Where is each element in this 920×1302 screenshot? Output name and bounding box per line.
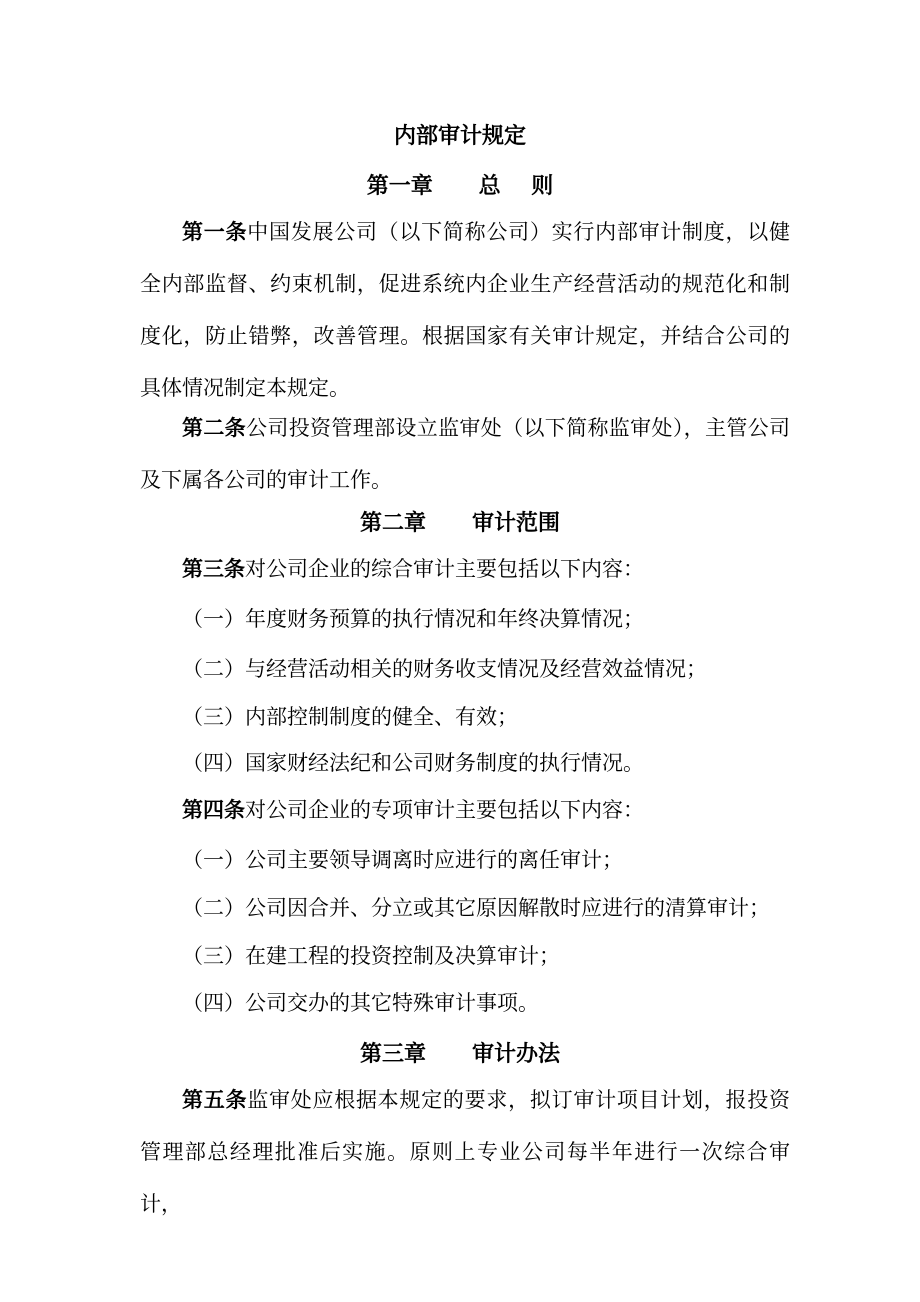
article-3-item-3: （三）内部控制制度的健全、有效； [182, 705, 518, 729]
article-3-label: 第三条 [182, 556, 245, 581]
article-1-text: 中国发展公司（以下简称公司）实行内部审计制度，以健全内部监督、约束机制，促进系统内企业生产经营活动的规范化和制度化，防止错弊，改善管理。根据国家有关审计规定，并结合公司的具体情况制定本规定。 [140, 220, 791, 400]
article-2-text: 公司投资管理部设立监审处（以下简称监审处），主管公司及下属各公司的审计工作。 [140, 416, 791, 492]
article-4-item-3: （三）在建工程的投资控制及决算审计； [182, 944, 560, 968]
article-3-text: 对公司企业的综合审计主要包括以下内容： [245, 557, 644, 581]
article-4-item-1: （一）公司主要领导调离时应进行的离任审计； [182, 848, 623, 872]
article-3 [140, 543, 790, 595]
article-3-item-1: （一）年度财务预算的执行情况和年终决算情况； [182, 607, 644, 631]
chapter-2-heading: 第二章 审计范围 [360, 510, 560, 536]
article-5-text: 监审处应根据本规定的要求，拟订审计项目计划，报投资管理部总经理批准后实施。原则上专业公司每半年进行一次综合审计， [140, 1088, 791, 1216]
article-5 [140, 1074, 790, 1230]
article-1-label: 第一条 [182, 219, 248, 244]
article-5-label: 第五条 [182, 1087, 248, 1112]
article-4-label: 第四条 [182, 797, 245, 822]
article-1 [140, 206, 790, 414]
document-title: 内部审计规定 [393, 123, 526, 149]
article-4-item-4: （四）公司交办的其它特殊审计事项。 [182, 991, 539, 1015]
chapter-3-heading: 第三章 审计办法 [360, 1041, 560, 1067]
article-4-item-2: （二）公司因合并、分立或其它原因解散时应进行的清算审计； [182, 896, 770, 920]
article-2 [140, 402, 790, 506]
article-4-text: 对公司企业的专项审计主要包括以下内容： [245, 798, 644, 822]
chapter-1-heading: 第一章 总 则 [366, 173, 554, 199]
article-2-label: 第二条 [182, 415, 247, 440]
article-4 [140, 784, 790, 836]
article-3-item-2: （二）与经营活动相关的财务收支情况及经营效益情况； [182, 657, 707, 681]
article-3-item-4: （四）国家财经法纪和公司财务制度的执行情况。 [182, 751, 644, 775]
